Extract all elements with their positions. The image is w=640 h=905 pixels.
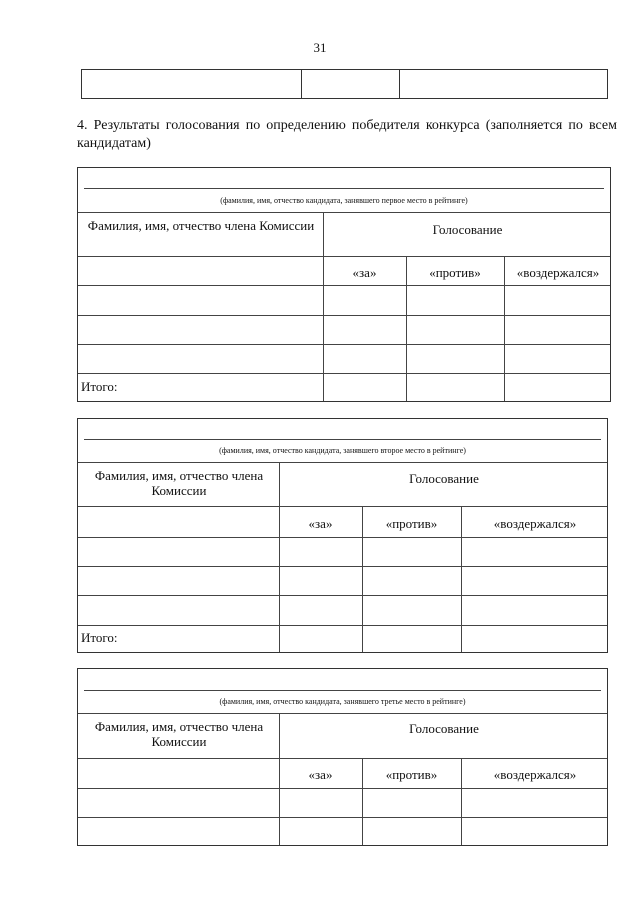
column-against: «против» [429,265,481,280]
column-for: «за» [308,516,333,531]
column-for: «за» [352,265,377,280]
member-header: Фамилия, имя, отчество члена Комиссии [94,468,264,498]
table-divider [301,70,302,98]
total-label: Итого: [81,379,118,394]
member-header: Фамилия, имя, отчество члена Комиссии [87,218,315,233]
candidate-caption: (фамилия, имя, отчество кандидата, занявшего второе место в рейтинге) [219,446,466,455]
voting-header: Голосование [409,721,479,736]
voting-table-first [77,167,611,402]
candidate-name-line [84,439,601,440]
column-abstain: «воздержался» [516,265,600,280]
candidate-name-line [84,690,601,691]
column-against: «против» [385,516,438,531]
voting-header: Голосование [432,222,503,237]
candidate-caption: (фамилия, имя, отчество кандидата, занявшего третье место в рейтинге) [219,697,466,706]
section-heading: 4. Результаты голосования по определению победителя конкурса (заполняется по всем кандидатам) [77,118,617,151]
column-abstain: «воздержался» [493,767,577,782]
voting-header: Голосование [409,471,479,486]
total-label: Итого: [81,630,118,645]
candidate-caption: (фамилия, имя, отчество кандидата, занявшего первое место в рейтинге) [220,196,468,205]
voting-table-second [77,418,608,653]
column-abstain: «воздержался» [493,516,577,531]
column-for: «за» [308,767,333,782]
voting-table-third [77,668,608,846]
page-number: 31 [313,40,327,55]
table-divider [399,70,400,98]
column-against: «против» [385,767,438,782]
member-header: Фамилия, имя, отчество члена Комиссии [94,719,264,749]
candidate-name-line [84,188,604,189]
continued-table [81,69,608,99]
